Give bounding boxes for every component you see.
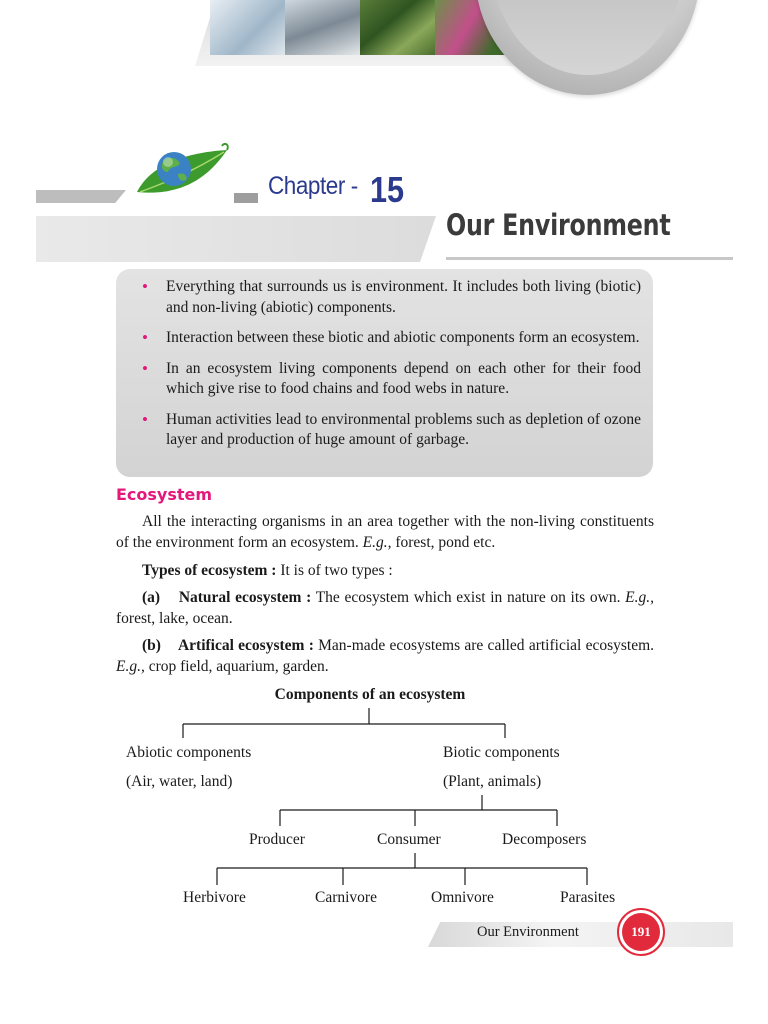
microscope-image (285, 0, 360, 55)
tree-title: Components of an ecosystem (274, 686, 466, 703)
forest-image (360, 0, 435, 55)
bullet-icon: • (142, 277, 148, 296)
node-decomposers: Decomposers (502, 831, 587, 848)
summary-list (142, 277, 641, 451)
footer-running-title: Our Environment (477, 924, 579, 940)
section-heading-ecosystem: Ecosystem (116, 485, 213, 504)
node-abiotic: Abiotic components (126, 744, 252, 761)
summary-item: • Interaction between these biotic and abiotic components form an ecosystem. (142, 328, 640, 347)
title-band (36, 216, 436, 262)
chapter-bar-mid (234, 193, 258, 203)
summary-item: • Human activities lead to environmental problems such as depletion of ozone layer and production of huge amount of garbage. (142, 409, 641, 448)
node-omnivore: Omnivore (431, 889, 494, 906)
node-producer: Producer (249, 831, 305, 848)
artificial-ecosystem: (b) Artifical ecosystem : Man-made ecosystems are called artificial ecosystem. E.g., crop field, aquarium, garden. (116, 637, 655, 675)
summary-box (116, 269, 653, 477)
page-number: 191 (622, 913, 660, 951)
node-carnivore: Carnivore (315, 889, 377, 906)
node-biotic-examples: (Plant, animals) (443, 773, 542, 790)
ecosystem-types: Types of ecosystem : It is of two types : (142, 562, 393, 579)
chapter-number: 15 (370, 169, 405, 210)
node-herbivore: Herbivore (183, 889, 246, 906)
title-underline (446, 257, 733, 260)
node-biotic: Biotic components (443, 744, 560, 761)
chapter-bar-left (36, 190, 126, 203)
leaf-globe-icon (132, 142, 232, 202)
chapter-label: Chapter - (268, 172, 358, 200)
banner-photo-strip (210, 0, 510, 55)
bullet-icon: • (142, 328, 148, 347)
node-parasites: Parasites (560, 889, 616, 906)
node-abiotic-examples: (Air, water, land) (126, 773, 233, 790)
footer-band (428, 922, 733, 947)
dna-image (210, 0, 285, 55)
ecosystem-definition: All the interacting organisms in an area together with the non-living constituents of the environment form an ecosystem. E.g., forest, pond etc. (116, 513, 654, 551)
bullet-icon: • (142, 358, 148, 378)
summary-item: • Everything that surrounds us is environment. It includes both living (biotic) and non-living (abiotic) components. (142, 277, 641, 316)
natural-ecosystem: (a) Natural ecosystem : The ecosystem which exist in nature on its own. E.g., forest, lake, ocean. (116, 589, 654, 627)
summary-item: • In an ecosystem living components depend on each other for their food which give rise to food chains and food webs in nature. (142, 358, 641, 397)
node-consumer: Consumer (377, 831, 441, 848)
page-number-badge (617, 908, 665, 956)
bullet-icon: • (142, 409, 148, 429)
chapter-title: Our Environment (446, 208, 671, 242)
